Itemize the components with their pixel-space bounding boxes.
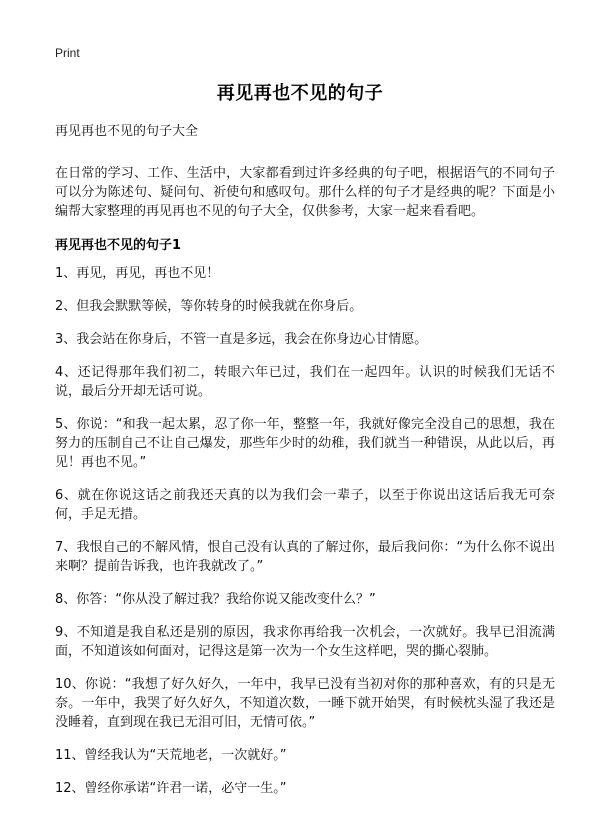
section-heading: 再见再也不见的句子1 [55,238,182,253]
page-title: 再见再也不见的句子 [216,83,384,104]
sentence-list [55,264,555,812]
intro-paragraph: 在日常的学习、工作、生活中，大家都看到过许多经典的句子吧，根据语气的不同句子可以分为陈述句、疑问句、祈使句和感叹句。那什么样的句子才是经典的呢？下面是小编帮大家整理的再见再也不见的句子大全，仅供参考，大家一起来看看吧。 [55,166,555,219]
list-item: 7、我恨自己的不解风情，恨自己没有认真的了解过你，最后我问你：“为什么你不说出来啊？提前告诉我，也许我就改了。” [55,540,555,574]
list-item: 4、还记得那年我们初二，转眼六年已过，我们在一起四年。认识的时候我们无话不说，最后分开却无话可说。 [55,365,555,399]
page-subtitle: 再见再也不见的句子大全 [55,124,199,139]
list-item: 6、就在你说这话之前我还天真的以为我们会一辈子，以至于你说出这话后我无可奈何，手足无措。 [55,488,555,522]
list-item: 5、你说：“和我一起太累，忍了你一年，整整一年，我就好像完全没自己的思想，我在努力的压制自己不让自己爆发，那些年少时的幼稚，我们就当一种错误，从此以后，再见！再也不见。” [55,417,555,470]
list-item: 10、你说：“我想了好久好久，一年中，我早已没有当初对你的那种喜欢，有的只是无奈。一年中，我哭了好久好久，不知道次数，一睡下就开始哭，有时候枕头湿了我还是没睡着，直到现在我已无泪可旧，无情可依。” [55,677,555,730]
list-item: 11、曾经我认为“天荒地老，一次就好。” [55,748,287,763]
list-item: 2、但我会默默等候，等你转身的时候我就在你身后。 [55,299,363,314]
list-item: 12、曾经你承诺“许君一诺，必守一生。” [55,781,287,796]
list-item: 9、不知道是我自私还是别的原因，我求你再给我一次机会，一次就好。我早已泪流满面，不知道该如何面对，记得这是第一次为一个女生这样吧，哭的撕心裂肺。 [55,625,555,659]
list-item: 1、再见，再见，再也不见！ [55,266,220,281]
list-item: 3、我会站在你身后，不管一直是多远，我会在你身边心甘情愿。 [55,332,428,347]
list-item: 8、你答：“你从没了解过我？我给你说又能改变什么？” [55,592,376,607]
print-link[interactable]: Print [55,46,80,60]
